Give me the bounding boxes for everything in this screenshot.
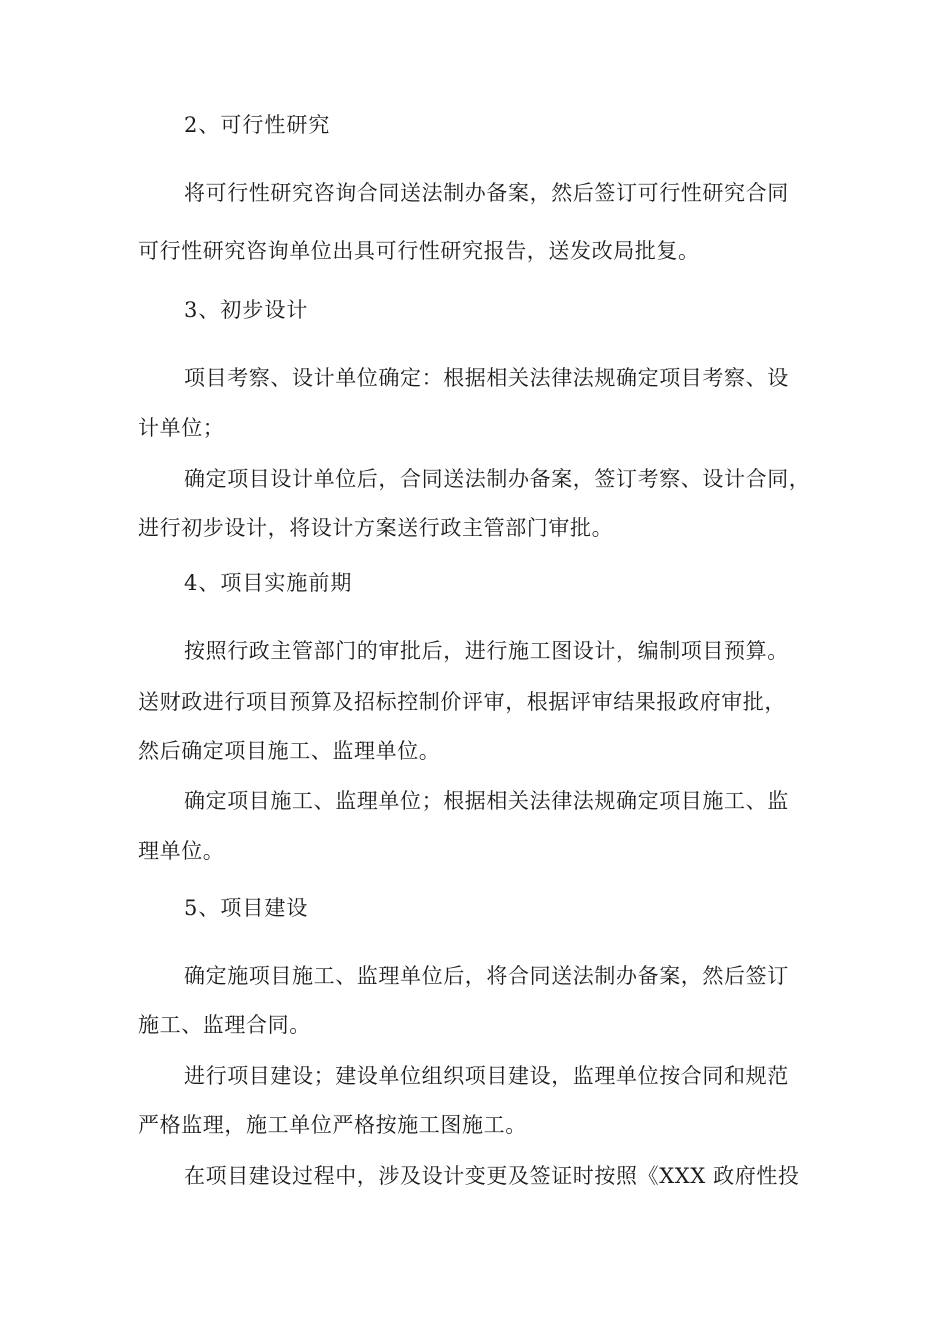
- paragraph-line: 进行项目建设；建设单位组织项目建设，监理单位按合同和规范: [184, 1064, 789, 1088]
- paragraph-line: 确定施项目施工、监理单位后，将合同送法制办备案，然后签订: [184, 964, 789, 988]
- paragraph-line: 按照行政主管部门的审批后，进行施工图设计，编制项目预算。: [184, 639, 789, 663]
- paragraph-line: 将可行性研究咨询合同送法制办备案，然后签订可行性研究合同: [184, 181, 789, 205]
- paragraph-line: 确定项目施工、监理单位；根据相关法律法规确定项目施工、监: [184, 789, 789, 813]
- section-heading-pre-implementation: 4、项目实施前期: [184, 571, 353, 595]
- paragraph-line: 严格监理，施工单位严格按施工图施工。: [138, 1113, 527, 1137]
- section-heading-preliminary-design: 3、初步设计: [184, 298, 309, 322]
- paragraph-line: 计单位；: [138, 416, 225, 440]
- paragraph-line: 可行性研究咨询单位出具可行性研究报告，送发改局批复。: [138, 239, 700, 263]
- section-heading-project-construction: 5、项目建设: [184, 896, 309, 920]
- paragraph-line: 理单位。: [138, 839, 225, 863]
- paragraph-line: 项目考察、设计单位确定：根据相关法律法规确定项目考察、设: [184, 366, 789, 390]
- section-heading-feasibility: 2、可行性研究: [184, 113, 331, 137]
- paragraph-line: 然后确定项目施工、监理单位。: [138, 739, 441, 763]
- paragraph-line: 确定项目设计单位后，合同送法制办备案，签订考察、设计合同，: [184, 467, 811, 491]
- paragraph-line: 在项目建设过程中，涉及设计变更及签证时按照《XXX 政府性投: [184, 1164, 800, 1188]
- paragraph-line: 进行初步设计，将设计方案送行政主管部门审批。: [138, 516, 614, 540]
- paragraph-line: 送财政进行项目预算及招标控制价评审，根据评审结果报政府审批，: [138, 690, 786, 714]
- paragraph-line: 施工、监理合同。: [138, 1013, 311, 1037]
